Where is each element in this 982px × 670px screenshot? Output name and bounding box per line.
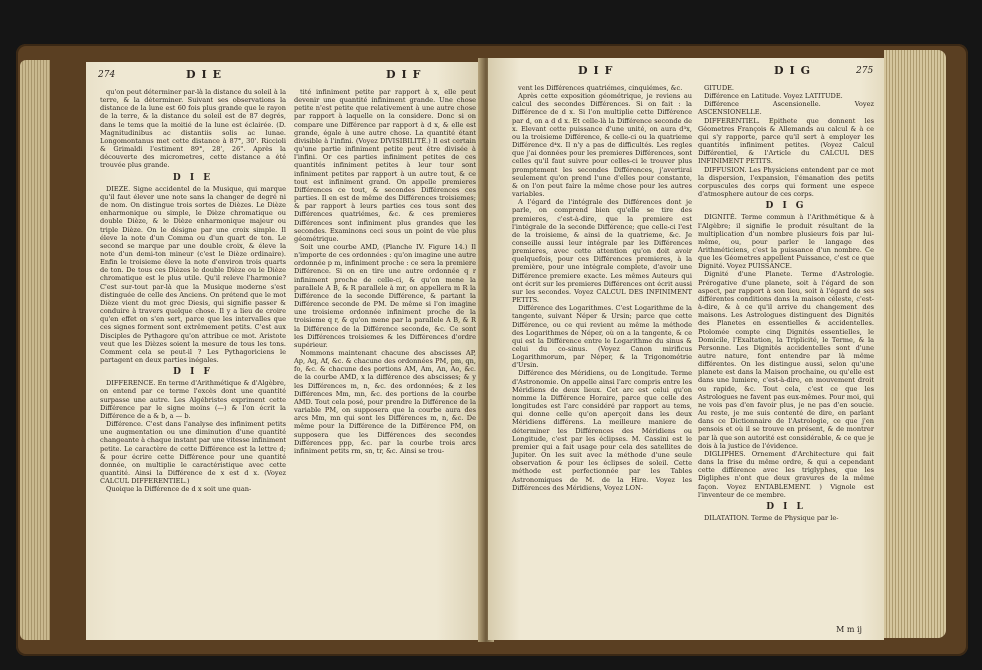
- entry-paragraph: GITUDE.: [704, 84, 735, 92]
- entry-paragraph: Après cette exposition géométrique, je reviens au calcul des secondes Différences. Si on fait : la Différence de d x. Si l'on multiplie cette Différence par d, on a d d x. Et celle-là la Différence seconde de x. Elevant cette puissance d'une unité, on aura d³x, ou la troisieme Différence, & celle-ci ou la quatrieme Différence d⁴x. Il n'y a pas de difficultés. Les regles que j'ai données pour les premieres Différences, sont celles qu'il faut suivre pour celles-ci le trouver plus promptement les secondes Différences, j'avertirai seulement qu'on prend l'une d'elles pour constante, & on l'on peut faire la même chose pour les autres variables.: [512, 92, 692, 199]
- entry-paragraph: DIGNITÉ. Terme commun à l'Arithmétique & à l'Algèbre; il signifie le produit résultant de la multiplication d'un nombre plusieurs fois par lui-même, ou, pour parler le langage des Arithméticiens, c'est la puissance d'un nombre. Ce que les Géometres appellent Puissance, c'est ce que Dignité. Voyez PUISSANCE.: [698, 213, 874, 271]
- section-letter-heading: D I F: [173, 367, 213, 378]
- left-page: [86, 62, 484, 640]
- entry-paragraph: Nommons maintenant chacune des abscisses AP, Ap, Aq, Af, &c. & chacune des ordonnées PM, pm, qn, fo, &c. & chacune des portions AM, Am, An, Ao, &c. de la courbe AMD, x la différence des abscisses; & y les Différences m, n, &c. des ordonnées; & z les Différences Mm, mn, &c. des portions de la courbe AMD. Tout cela posé, pour prendre la Différence de la variable PM, on supposera que la courbe aura des arcs Mm, mn qui sont les Différences m, n, &c. De même pour la Différence de la Différence PM, on supposera que les Différences des secondes Différences ppp, &c. par la courbe trois arcs infiniment petits rm, sn, tr, &c. Ainsi se trou-: [294, 349, 476, 455]
- entry-paragraph: Différence en Latitude. Voyez LATITUDE.: [704, 92, 843, 101]
- page-number-left: 274: [98, 70, 116, 80]
- right-page-column-1: [512, 84, 692, 626]
- catchword: M m ij: [836, 625, 862, 634]
- entry-paragraph: DIGLIPHES. Ornement d'Architecture qui fait dans la frise du même ordre, & qui a cependant cette différence avec les triglyphes, que les Digliphes n'ont que deux gravures de la même façon. Voyez ENTABLEMENT. ) Vignole est l'inventeur de ce membre.: [698, 449, 874, 499]
- entry-paragraph: tité infiniment petite par rapport à x, elle peut devenir une quantité infiniment grande. Une chose petite n'est petite que relativement à une autre chose par rapport à laquelle on la considere. Donc si on compare une Différence par rapport à d x, & elle est grande, égale à une autre chose. La quantité étant divisible à l'infini. (Voyez DIVISIBILITÉ.) Il est certain qu'une partie infiniment petite peut être divisée à l'infini. Or ces parties infiniment petites de ces quantités infiniment petites à leur tour sont infiniment petites par rapport à un autre tout, & ce tout est infiniment grand. On appelle premieres Différences ce tout, & secondes Différences ces parties. Il en est de même des Différences troisiemes; & par rapport à leurs parties ces tous sont des Différences quatriémes, &c. & ces premieres Différences sont infiniment plus grandes que les secondes. Examinons ceci sous un point de vûe plus géométrique.: [294, 88, 476, 243]
- entry-paragraph: Différence des Logarithmes. C'est Logarithme de la tangente, suivant Néper & Ursin; parce que cette Différence, ou ce qui revient au même la méthode des Logarithmes de Néper, où on a la tangente, & ce qui est la Différence entre le Logarithme du sinus & celui du co-sinus. (Voyez Canon mirificus Logarithmorum, par Néper, & la Trigonométrie d'Ursin.: [512, 304, 692, 370]
- page-number-right: 275: [856, 66, 874, 76]
- entry-paragraph: qu'on peut déterminer par-là la distance du soleil à la terre, & la déterminer. Suivant ses observations la distance de la lune est 60 fois plus grande que le rayon de la terre, & la distance du soleil est de 87 degrés, dans le tems que la moitié de la lune est éclairée. (D. Magnitudinibus ac distantiis solis ac lunae. Longomontanus met cette distance à 87°, 30'. Riccioli & Grimaldi l'estiment 89°, 28', 26". Après la découverte des micrometres, cette distance a été trouvée plus grande.: [100, 88, 286, 170]
- entry-paragraph: Différence des Méridiens, ou de Longitude. Terme d'Astronomie. On appelle ainsi l'arc compris entre les Méridiens de deux lieux. Cet arc est celui qu'on nomme la Différence Horaire, parce que celle des longitudes est l'arc considéré par rapport au tems, qui donne celle qu'on aperçoit dans les deux Méridiens différens. La meilleure maniere de déterminer les Différences des Méridiens ou Longitude, c'est par les éclipses. M. Cassini est le premier qui a fait usage pour cela des satellites de Jupiter. On les suit avec la méthode d'une seule observation & pour les éclipses de soleil. Cette méthode est perfectionnée par les Tables Astronomiques de M. de la Hire. Voyez les Différences des Méridiens, Voyez LON-: [512, 369, 692, 492]
- entry-paragraph: Soit une courbe AMD, (Planche IV. Figure 14.) Il n'importe de ces ordonnées : qu'on imagine une autre ordonnée p m, infiniment proche : ce sera la premiere Différence. Si on en tire une autre ordonnée q r infiniment proche de celle-ci, & qu'on mene la parallele A B, & R parallele à mr, on appellera m R la Différence de la seconde Différence, & partant la Différence seconde de PM. De même si l'on imagine une troisieme ordonnée infiniment proche de la troisieme q r, & qu'on mene par la parallele A B, & R la Différence de la Différence seconde, &c. Ce sont les Différences troisiemes & les Différences d'ordre supérieur.: [294, 242, 476, 349]
- right-page-column-2: [698, 84, 874, 614]
- section-letter-heading: D I E: [172, 172, 214, 183]
- entry-paragraph: Différence. C'est dans l'analyse des infiniment petits une augmentation ou une diminution d'une quantité changeante à chaque instant par une vitesse infiniment petite. Le caractère de cette Différence est la lettre d; & pour écrire cette Différence pour une quantité donnée, on multiplie le caractéristique avec cette quantité. Ainsi la Différence de x est d x. (Voyez CALCUL DIFFERENTIEL.): [100, 420, 286, 486]
- entry-paragraph: DIFFUSION. Les Physiciens entendent par ce mot la dispersion, l'expansion, l'émanation des petits corpuscules des corps qui forment une espece d'atmosphere autour de ces corps.: [698, 165, 874, 199]
- entry-paragraph: vent les Différences quatriémes, cinquiémes, &c.: [518, 84, 683, 92]
- running-head-left: DIE: [186, 68, 228, 81]
- entry-paragraph: DILATATION. Terme de Physique par le-: [704, 513, 839, 522]
- left-page-column-2: [294, 88, 476, 636]
- entry-paragraph: Différence Ascensionelle. Voyez ASCENSIONELLE.: [698, 100, 874, 117]
- entry-paragraph: DIFFERENCE. En terme d'Arithmétique & d'Algèbre, on entend par ce terme l'excès dont une quantité surpasse une autre. Les Algébristes expriment cette Différence par le signe moins (—) & l'on écrit la Différence de a & b, a — b.: [100, 379, 286, 420]
- entry-paragraph: Dignité d'une Planete. Terme d'Astrologie. Prérogative d'une planete, soit à l'égard de son aspect, par rapport à son lieu, soit à l'égard de ses différentes conditions dans la maison céleste, c'est-à-dire, & à ce qu'il arrive du changement des maisons. Les Astrologues distinguent des Dignités des Planetes en essentielles & accidentelles. Ptolomée compte cinq Dignités essentielles, le Domicile, l'Exaltation, la Triplicité, le Terme, & la Personne. Les Dignités accidentelles sont d'une autre nature, font entendre par là même différentes. On les distingue aussi, selon qu'une planete est dans la Maison prochaine, ou qu'elle est dans une lumiere, c'est-à-dire, en mouvement droit ou rapide, &c. Tout cela, c'est ce que les Astrologues ne favent pas eux-mêmes. Pour moi, qui ne vois pas d'en favoir plus, je ne pas d'en soucie. Au reste, je me suis contenté de dire, en parlant dans ce Dictionnaire de l'Astrologie, ce que j'en pensois et où il se trouve en présent, & de montrer par là que son autorité est considérable, & ce que je dois à la justice de l'évidence.: [698, 270, 874, 450]
- entry-paragraph: DIEZE. Signe accidentel de la Musique, qui marque qu'il faut élever une note sans la changer de degré ni de nom. On distingue trois sortes de Dièzes. Le Dièze enharmonique ou simple, le Dièze chromatique ou double Dièze, & le Dièze enharmonique majeur ou triple Dièze. On le désigne par une croix simple. Il éleve la note d'un Comma ou d'un quart de ton. Le second se marque par une double croix, & éleve la note d'un demi-ton mineur (c'est le Dièze ordinaire). Enfin le troisieme éleve la note d'environ trois quarts de ton. De tous ces Dièzes le double Dièze ou le Dièze chromatique est le plus utile. Qu'il releve l'harmonie? C'est sur-tout par-là que la Musique moderne s'est distinguée de celle des Anciens. On prétend que le mot Dièze vient du mot grec Diesis, qui signifie passer & conduire à travers quelque chose. Il y a lieu de croire qu'en effet on s'en sert, parce que les intervalles que ces signes forment sont extrêmement petits. C'est aux Disciples de Pythagore qu'on attribue ce mot. Aristote veut que les Dièzes soient la mesure de tous les tons. Comment cela se peut-il ? Les Pythagoriciens le partagent en deux parties inégales.: [100, 184, 286, 364]
- entry-paragraph: Quoique la Différence de d x soit une quan-: [106, 485, 252, 494]
- right-page-edges: [884, 50, 946, 638]
- left-page-edges: [20, 60, 50, 640]
- running-head-right: DIF: [578, 64, 619, 77]
- left-page-column-1: [100, 88, 286, 636]
- section-letter-heading: D I L: [766, 501, 806, 512]
- running-head-left-2: DIF: [386, 68, 427, 81]
- running-head-right-2: DIG: [774, 64, 817, 77]
- section-letter-heading: D I G: [765, 201, 807, 212]
- entry-paragraph: DIFFERENTIEL. Epithete que donnent les Géometres François & Allemands au calcul & à ce qui s'y rapporte, parce qu'il sert à employer les quantités infiniment petites. (Voyez Calcul Différentiel, & l'Article du CALCUL DES INFINIMENT PETITS.: [698, 116, 874, 166]
- entry-paragraph: A l'égard de l'intégrale des Différences dont je parle, on comprend bien qu'elle se tire des premieres, c'est-à-dire, que la premiere est l'intégrale de la seconde Différence; que celle-ci l'est de la troisieme, & ainsi de la quatrieme, &c. Je conseille aussi leur intégrale par les Différences premieres, avec cette attention qu'on doit avoir quelquefois, pour ces Différences premieres, à la première, pour une intégrale complete, d'avoir une Différence premiere exacte. Les mêmes Auteurs qui ont écrit sur les premieres Différences ont écrit aussi sur les secondes. Voyez CALCUL DES INFINIMENT PETITS.: [512, 198, 692, 305]
- right-page: [488, 58, 884, 640]
